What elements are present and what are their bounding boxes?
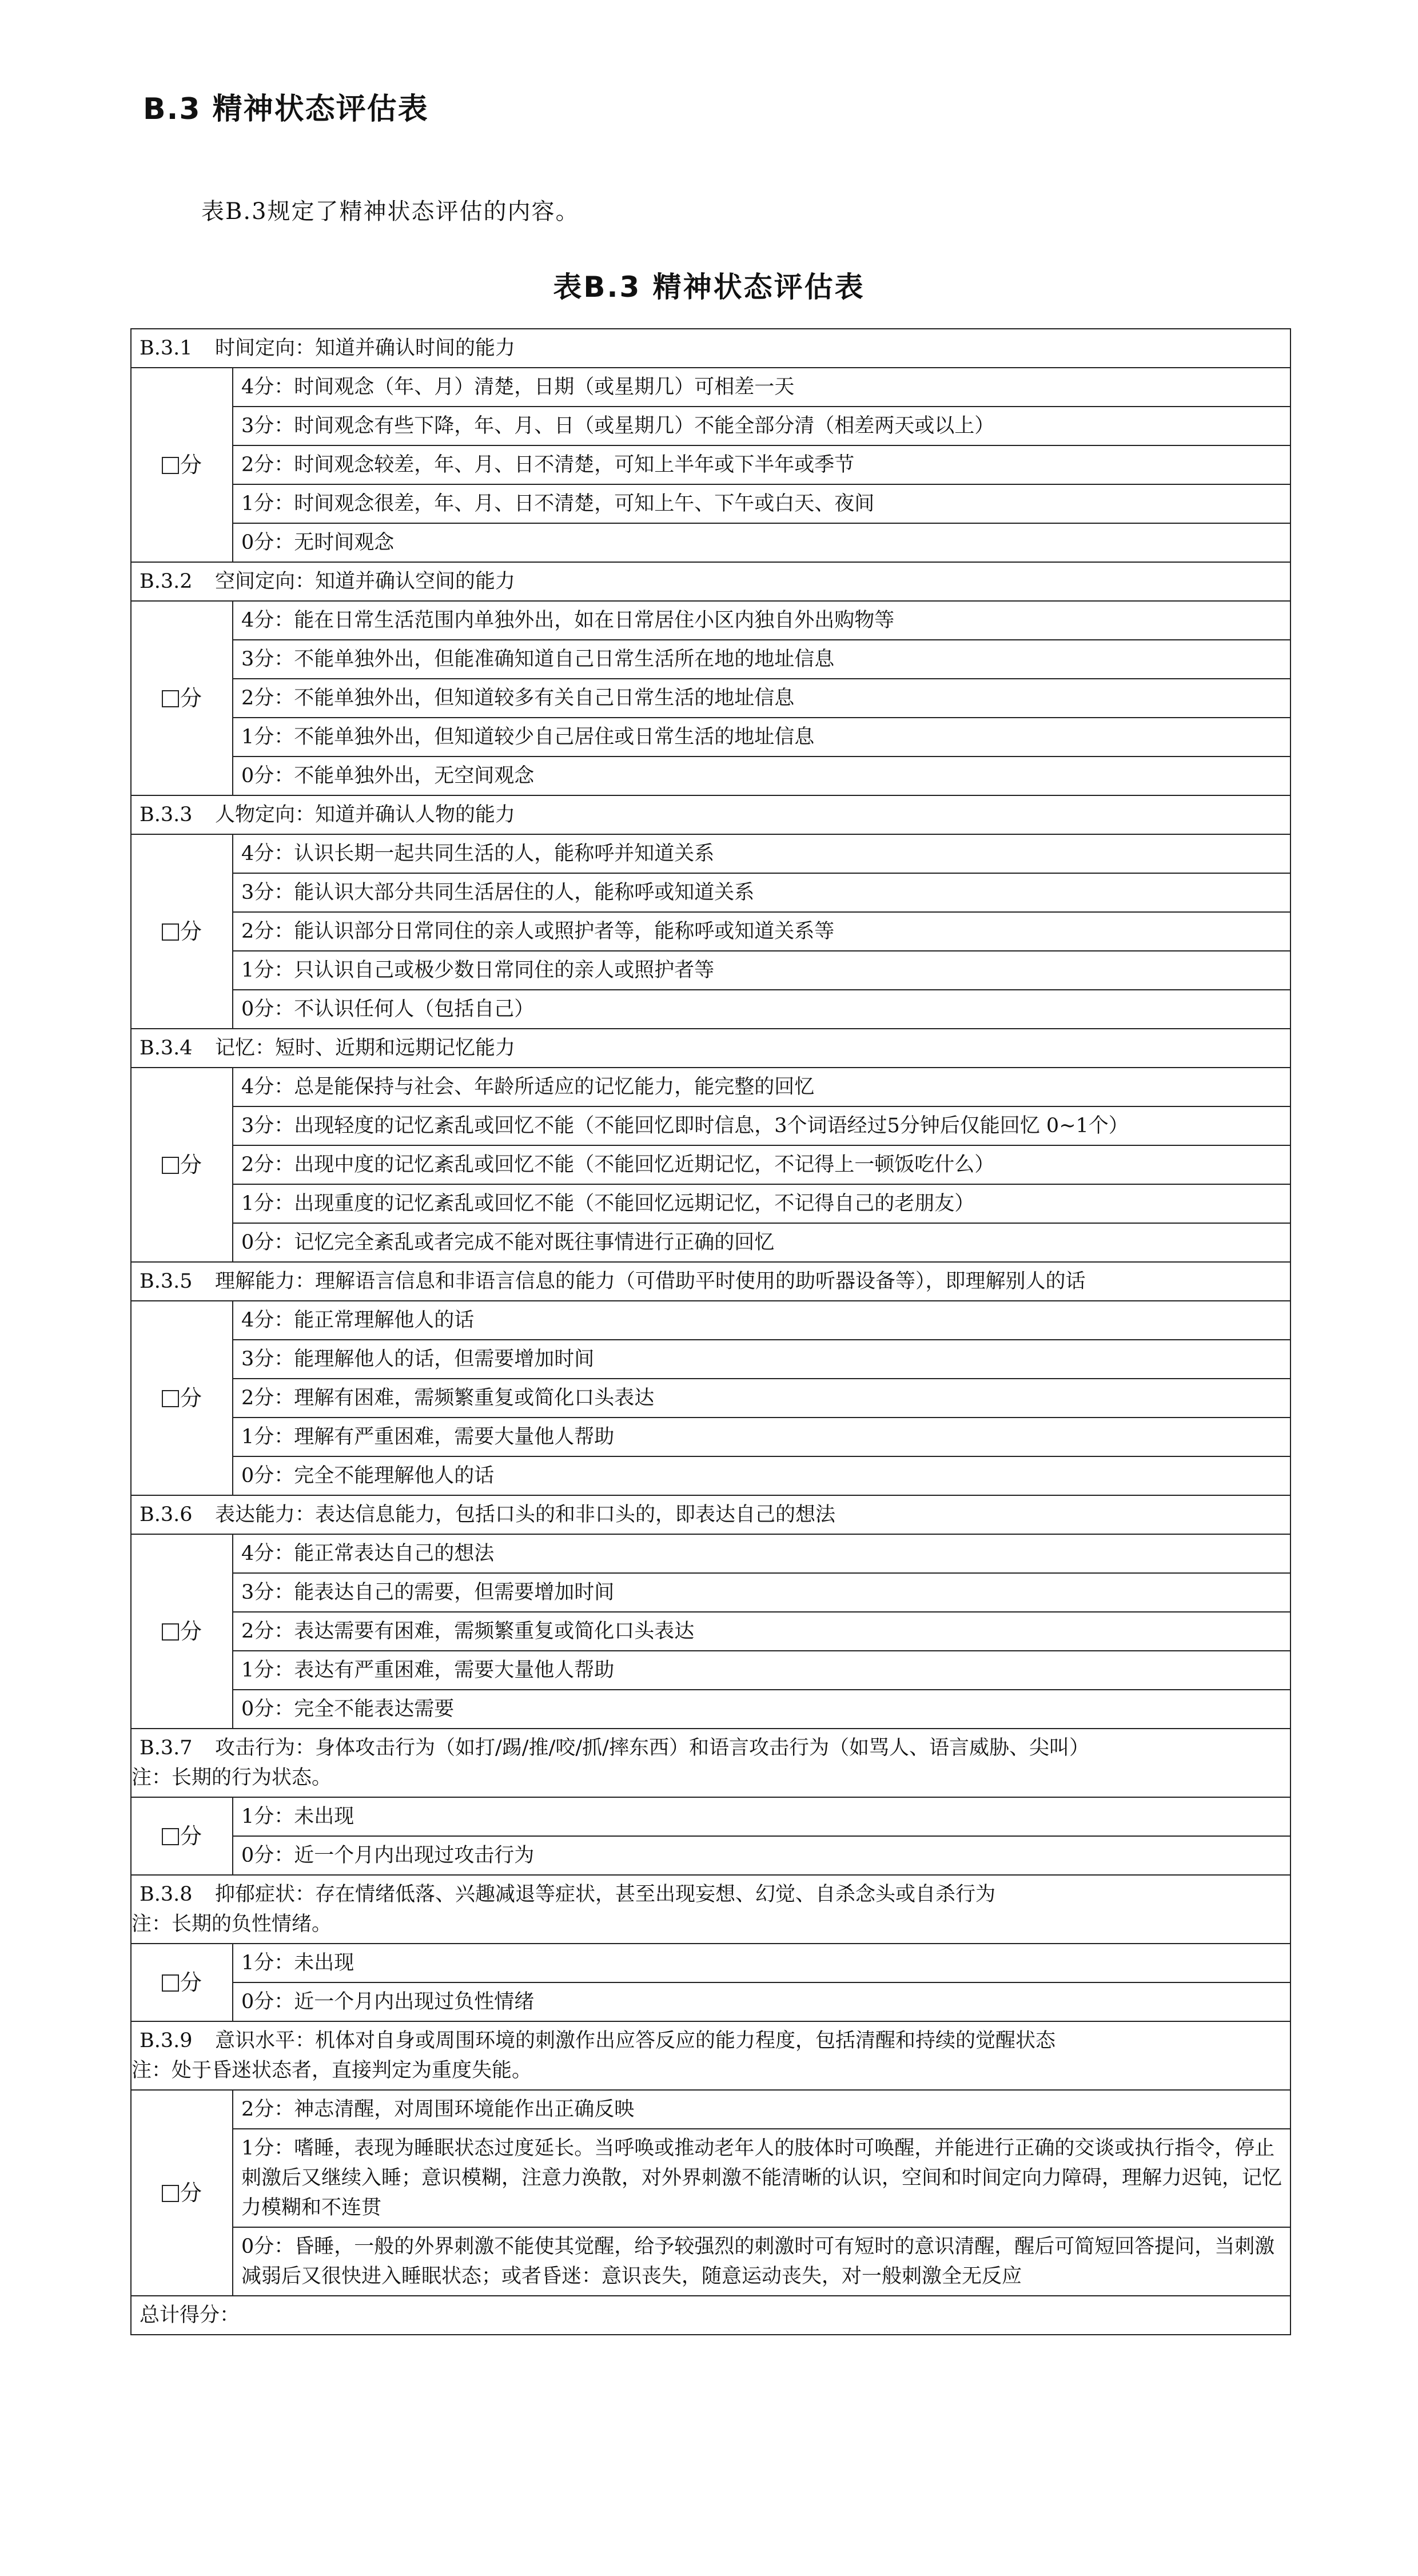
option-row — [131, 834, 1290, 873]
item-code: B.3.9 — [140, 2029, 193, 2052]
section-title: B.3 精神状态评估表 — [143, 92, 429, 126]
score-field[interactable] — [131, 1068, 233, 1262]
item-header-row — [131, 795, 1290, 834]
score-checkbox[interactable] — [162, 1390, 179, 1407]
item-header — [131, 562, 1290, 601]
item-title: 记忆：短时、近期和远期记忆能力 — [215, 1037, 516, 1060]
score-field[interactable] — [131, 834, 233, 1029]
option-text: 4分：认识长期一起共同生活的人，能称呼并知道关系 — [233, 834, 1290, 873]
option-text: 1分：未出现 — [233, 1797, 1290, 1836]
score-checkbox[interactable] — [162, 1974, 179, 1992]
option-row — [131, 2129, 1290, 2227]
option-row — [131, 873, 1290, 912]
option-text: 2分：理解有困难，需频繁重复或简化口头表达 — [233, 1379, 1290, 1418]
option-text: 2分：能认识部分日常同住的亲人或照护者等，能称呼或知道关系等 — [233, 912, 1290, 951]
option-text: 0分：完全不能表达需要 — [233, 1690, 1290, 1729]
option-row — [131, 1456, 1290, 1495]
score-checkbox[interactable] — [162, 1623, 179, 1641]
item-header — [131, 795, 1290, 834]
option-row — [131, 1223, 1290, 1262]
score-field[interactable] — [131, 1944, 233, 2021]
option-row — [131, 1301, 1290, 1340]
score-label: 分 — [180, 686, 202, 711]
item-note: 注：处于昏迷状态者，直接判定为重度失能。 — [132, 2059, 532, 2082]
total-score-field[interactable]: 总计得分： — [131, 2296, 1290, 2335]
option-text: 4分：能正常理解他人的话 — [233, 1301, 1290, 1340]
item-code: B.3.2 — [140, 570, 193, 593]
option-row — [131, 1612, 1290, 1651]
item-header-row — [131, 329, 1290, 368]
option-row — [131, 1982, 1290, 2021]
score-label: 分 — [180, 1619, 202, 1644]
option-row — [131, 640, 1290, 679]
option-text: 3分：时间观念有些下降，年、月、日（或星期几）不能全部分清（相差两天或以上） — [233, 407, 1290, 445]
option-text: 1分：出现重度的记忆紊乱或回忆不能（不能回忆远期记忆，不记得自己的老朋友） — [233, 1184, 1290, 1223]
option-row — [131, 757, 1290, 795]
option-text: 0分：无时间观念 — [233, 523, 1290, 562]
option-text: 2分：时间观念较差，年、月、日不清楚，可知上半年或下半年或季节 — [233, 445, 1290, 484]
option-row — [131, 1797, 1290, 1836]
item-header — [131, 1262, 1290, 1301]
option-row — [131, 445, 1290, 484]
score-field[interactable] — [131, 1797, 233, 1875]
item-code: B.3.6 — [140, 1503, 193, 1526]
option-row — [131, 1379, 1290, 1418]
option-row — [131, 1068, 1290, 1106]
option-row — [131, 523, 1290, 562]
item-note: 注：长期的负性情绪。 — [132, 1913, 332, 1936]
intro-paragraph: 表B.3规定了精神状态评估的内容。 — [201, 198, 580, 225]
option-text: 1分：未出现 — [233, 1944, 1290, 1982]
option-row — [131, 1944, 1290, 1982]
total-row — [131, 2296, 1290, 2335]
item-title: 人物定向：知道并确认人物的能力 — [215, 803, 516, 826]
option-row — [131, 484, 1290, 523]
option-text: 3分：能理解他人的话，但需要增加时间 — [233, 1340, 1290, 1379]
item-header-row — [131, 562, 1290, 601]
option-text: 1分：不能单独外出，但知道较少自己居住或日常生活的地址信息 — [233, 718, 1290, 757]
option-text: 0分：记忆完全紊乱或者完成不能对既往事情进行正确的回忆 — [233, 1223, 1290, 1262]
option-text: 2分：神志清醒，对周围环境能作出正确反映 — [233, 2090, 1290, 2129]
item-header-row — [131, 1729, 1290, 1797]
table-caption: 表B.3 精神状态评估表 — [553, 270, 865, 304]
item-title: 抑郁症状：存在情绪低落、兴趣减退等症状，甚至出现妄想、幻觉、自杀念头或自杀行为 — [215, 1883, 996, 1906]
score-label: 分 — [180, 1385, 202, 1411]
score-label: 分 — [180, 2180, 202, 2205]
item-header-row — [131, 1029, 1290, 1068]
option-text: 4分：能正常表达自己的想法 — [233, 1534, 1290, 1573]
option-row — [131, 1418, 1290, 1456]
item-header — [131, 1729, 1290, 1797]
item-note: 注：长期的行为状态。 — [132, 1766, 332, 1789]
score-field[interactable] — [131, 2090, 233, 2296]
item-title: 空间定向：知道并确认空间的能力 — [215, 570, 516, 593]
option-row — [131, 601, 1290, 640]
option-row — [131, 2090, 1290, 2129]
item-header — [131, 1875, 1290, 1944]
score-label: 分 — [180, 919, 202, 944]
option-row — [131, 718, 1290, 757]
option-row — [131, 1145, 1290, 1184]
option-text: 1分：嗜睡，表现为睡眠状态过度延长。当呼唤或推动老年人的肢体时可唤醒，并能进行正确的交谈或执行指令，停止刺激后又继续入睡；意识模糊，注意力涣散，对外界刺激不能清晰的认识，空间和时间定向力障碍，理解力迟钝，记忆力模糊和不连贯 — [233, 2129, 1290, 2227]
option-row — [131, 1340, 1290, 1379]
score-checkbox[interactable] — [162, 2185, 179, 2202]
option-text: 0分：不能单独外出，无空间观念 — [233, 757, 1290, 795]
item-header-row — [131, 1495, 1290, 1534]
option-text: 3分：能认识大部分共同生活居住的人，能称呼或知道关系 — [233, 873, 1290, 912]
option-text: 0分：近一个月内出现过攻击行为 — [233, 1836, 1290, 1875]
option-row — [131, 951, 1290, 990]
item-header — [131, 2021, 1290, 2090]
option-row — [131, 990, 1290, 1029]
option-text: 0分：近一个月内出现过负性情绪 — [233, 1982, 1290, 2021]
item-title: 意识水平：机体对自身或周围环境的刺激作出应答反应的能力程度，包括清醒和持续的觉醒状态 — [215, 2029, 1056, 2052]
item-code: B.3.5 — [140, 1270, 193, 1293]
option-row — [131, 1534, 1290, 1573]
option-text: 2分：表达需要有困难，需频繁重复或简化口头表达 — [233, 1612, 1290, 1651]
score-label: 分 — [180, 1152, 202, 1177]
option-text: 4分：能在日常生活范围内单独外出，如在日常居住小区内独自外出购物等 — [233, 601, 1290, 640]
option-row — [131, 407, 1290, 445]
score-label: 分 — [180, 1823, 202, 1849]
item-code: B.3.1 — [140, 337, 193, 360]
score-checkbox[interactable] — [162, 690, 179, 707]
item-header — [131, 1495, 1290, 1534]
item-code: B.3.7 — [140, 1737, 193, 1759]
score-checkbox[interactable] — [162, 457, 179, 474]
option-row — [131, 1573, 1290, 1612]
option-text: 2分：出现中度的记忆紊乱或回忆不能（不能回忆近期记忆，不记得上一顿饭吃什么） — [233, 1145, 1290, 1184]
option-text: 4分：时间观念（年、月）清楚，日期（或星期几）可相差一天 — [233, 368, 1290, 407]
item-code: B.3.8 — [140, 1883, 193, 1906]
option-text: 2分：不能单独外出，但知道较多有关自己日常生活的地址信息 — [233, 679, 1290, 718]
option-text: 1分：时间观念很差，年、月、日不清楚，可知上午、下午或白天、夜间 — [233, 484, 1290, 523]
option-row — [131, 2227, 1290, 2296]
item-header — [131, 329, 1290, 368]
item-header-row — [131, 1262, 1290, 1301]
item-code: B.3.4 — [140, 1037, 193, 1060]
option-text: 0分：昏睡，一般的外界刺激不能使其觉醒，给予较强烈的刺激时可有短时的意识清醒，醒后可简短回答提问，当刺激减弱后又很快进入睡眠状态；或者昏迷：意识丧失，随意运动丧失，对一般刺激全无反应 — [233, 2227, 1290, 2296]
score-label: 分 — [180, 452, 202, 477]
score-field[interactable] — [131, 1534, 233, 1729]
item-title: 时间定向：知道并确认时间的能力 — [215, 337, 516, 360]
option-text: 1分：表达有严重困难，需要大量他人帮助 — [233, 1651, 1290, 1690]
option-row — [131, 1836, 1290, 1875]
score-field[interactable] — [131, 1301, 233, 1495]
item-header-row — [131, 1875, 1290, 1944]
option-text: 0分：不认识任何人（包括自己） — [233, 990, 1290, 1029]
mental-state-assessment-table — [130, 328, 1291, 2335]
option-row — [131, 912, 1290, 951]
item-title: 攻击行为：身体攻击行为（如打/踢/推/咬/抓/摔东西）和语言攻击行为（如骂人、语言威胁、尖叫） — [215, 1737, 1089, 1759]
option-text: 3分：不能单独外出，但能准确知道自己日常生活所在地的地址信息 — [233, 640, 1290, 679]
option-row — [131, 1690, 1290, 1729]
item-title: 理解能力：理解语言信息和非语言信息的能力（可借助平时使用的助听器设备等），即理解别人的话 — [215, 1270, 1086, 1293]
option-row — [131, 1184, 1290, 1223]
score-field[interactable] — [131, 368, 233, 562]
option-row — [131, 1106, 1290, 1145]
option-row — [131, 1651, 1290, 1690]
item-header-row — [131, 2021, 1290, 2090]
score-field[interactable] — [131, 601, 233, 795]
option-text: 1分：理解有严重困难，需要大量他人帮助 — [233, 1418, 1290, 1456]
score-checkbox[interactable] — [162, 923, 179, 941]
option-text: 3分：出现轻度的记忆紊乱或回忆不能（不能回忆即时信息，3个词语经过5分钟后仅能回忆 0~1个） — [233, 1106, 1290, 1145]
option-text: 4分：总是能保持与社会、年龄所适应的记忆能力，能完整的回忆 — [233, 1068, 1290, 1106]
score-checkbox[interactable] — [162, 1157, 179, 1174]
score-checkbox[interactable] — [162, 1828, 179, 1845]
item-code: B.3.3 — [140, 803, 193, 826]
option-row — [131, 679, 1290, 718]
option-text: 3分：能表达自己的需要，但需要增加时间 — [233, 1573, 1290, 1612]
item-title: 表达能力：表达信息能力，包括口头的和非口头的，即表达自己的想法 — [215, 1503, 836, 1526]
item-header — [131, 1029, 1290, 1068]
option-row — [131, 368, 1290, 407]
score-label: 分 — [180, 1970, 202, 1995]
option-text: 1分：只认识自己或极少数日常同住的亲人或照护者等 — [233, 951, 1290, 990]
option-text: 0分：完全不能理解他人的话 — [233, 1456, 1290, 1495]
